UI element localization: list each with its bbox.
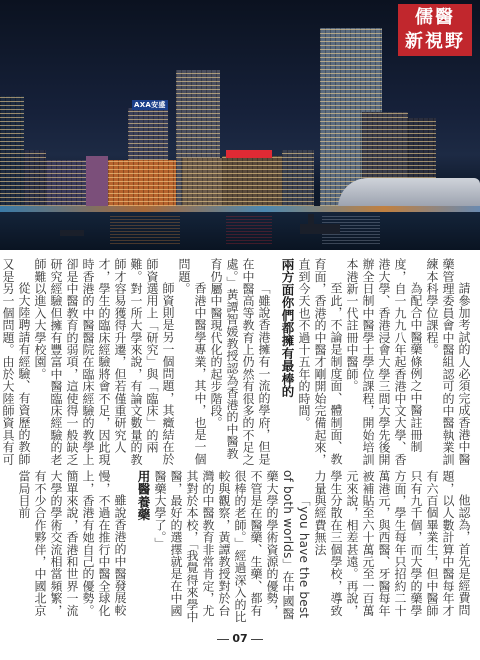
- page-number: [0, 632, 480, 645]
- paragraph: 為配合中醫藥條例之中醫註冊制度，自一九九八年起香港中文大學、香港大學、香港浸會大學三間大學先後開辦全日制中醫學士學位課程，開始培訓本港新一代註冊中醫師。: [345, 258, 423, 466]
- red-neon-sign: [226, 150, 272, 158]
- paragraph: 請參加考試的人必須完成香港中醫藥管理委員會中醫組認可的中醫執業訓練本科學位課程。: [425, 258, 471, 466]
- quote-paragraph: 「you have the best of both worlds」在中國醫藥大學的學術資源的優勢，不管是在醫藥、生藥、都有很棒的老師。」經過深入的比較與觀察，黃譚教授對於台灣的中醫教育非常肯定，尤其對於本校，「我覺得來學中醫，最好的選擇就是在中國醫藥大學了。」: [153, 470, 311, 623]
- column-badge: [398, 4, 472, 56]
- boat: [60, 230, 84, 236]
- paragraph: 他認為，首先是經費問題，以人數計算中醫每年才有六百個畢業生，但中醫師只有九千個，而大學的藥學方面，學生每年只招約二十萬港元，與西醫、牙醫每年被補貼至六十萬元至一百萬元來說，相差甚遠。再說，學生分散在三個學校，導致力量與經費無法: [313, 470, 471, 617]
- section-heading: 兩方面你們都擁有最棒的: [280, 258, 295, 398]
- building: [282, 150, 314, 214]
- paragraph: 「雖說香港擁有一流的學府，但是在中醫高等教育上仍然有很多的不足之處。」黃譚智媛教授認為香港的中醫教育仍屬中醫現代化的起步階段。: [209, 258, 271, 466]
- building-sign: AXA安盛: [134, 101, 166, 109]
- light-reflection: [110, 214, 180, 244]
- boat: [308, 214, 314, 224]
- light-reflection: [226, 214, 272, 244]
- paragraph: 從大陸聘請有經驗、有資歷的教師又是另一個問題。由於大陸師資具有可: [1, 258, 31, 466]
- boat: [300, 224, 340, 234]
- article-bottom-block: [8, 470, 472, 628]
- paragraph: 至此，不論是制度面、體制面、教育面，香港的中醫才剛開始完備起來，直到今天也不過十五年的時間。: [297, 258, 343, 466]
- paragraph: 師資則是另一個問題，其癥結在於師資選用上「研究」與「臨床」的兩難。對一所大學來說，有論文數量的教師才容易獲得升遷，但若僅重研究人才，學生的臨床經驗將會不足，因此現時香港的中醫醫院在臨床經驗的教學上卻是中醫教育的弱項，這使得一般缺乏研究經驗但擁有豐富中醫臨床經驗的老師難以進入大學校園。: [33, 258, 175, 466]
- article-top-block: [1, 258, 472, 466]
- page-number-text: 07: [232, 632, 248, 645]
- paragraph: 香港中醫學專業，其中，也是一個問題。: [177, 258, 207, 465]
- building: [128, 108, 168, 160]
- building: [0, 96, 24, 214]
- section-heading: 用醫養藥: [136, 470, 151, 521]
- badge-line-2: 新視野: [405, 31, 465, 52]
- building: [24, 150, 46, 214]
- badge-line-1: 儒醫: [415, 7, 455, 28]
- paragraph: 雖說香港的中醫發展較慢，不過在推行中醫全球化上，香港有她自己的優勢。簡單來說，香港和世界一流大學的學術交流相當頻繁，有不少合作夥伴，中國北京當局目前: [17, 470, 127, 617]
